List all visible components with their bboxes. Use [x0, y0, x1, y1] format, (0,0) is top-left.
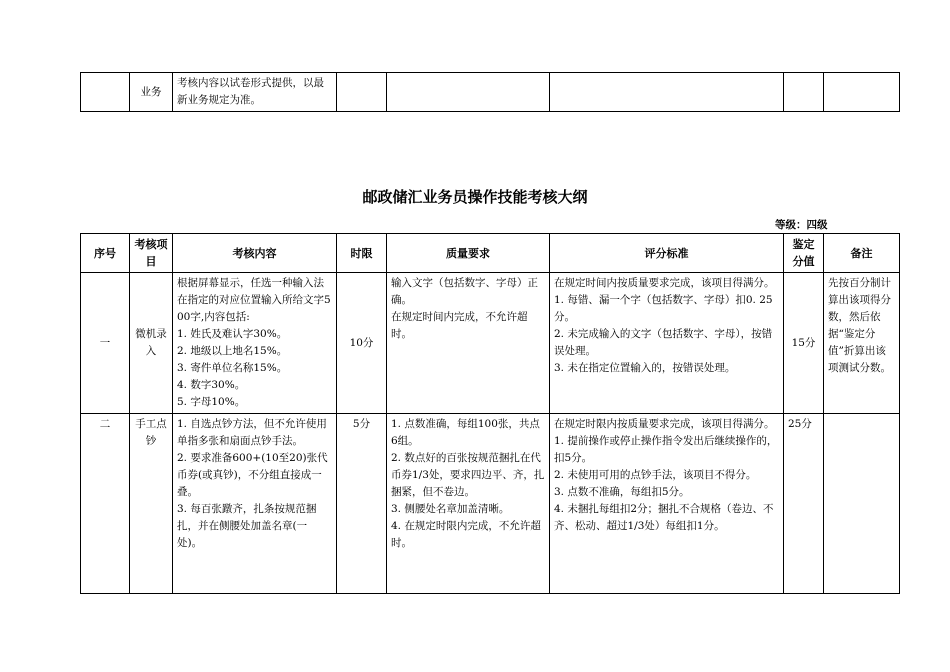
item-cell: 微机录入: [130, 273, 173, 414]
header-content: 考核内容: [173, 234, 337, 273]
scoring-cell: [550, 73, 784, 112]
content-cell: 考核内容以试卷形式提供，以最新业务规定为准。: [173, 73, 337, 112]
document-title: 邮政储汇业务员操作技能考核大纲: [362, 188, 588, 206]
quality-cell: [387, 73, 550, 112]
row-number-cell: [81, 73, 130, 112]
row-number-cell: 二: [81, 414, 130, 594]
exam-outline-table: [80, 233, 900, 594]
header-score: 鉴定分值: [784, 234, 824, 273]
table-row: [81, 273, 900, 414]
item-cell: 业务: [130, 73, 173, 112]
header-row: [81, 234, 900, 273]
remark-cell: [824, 73, 900, 112]
grade-label: 等级：四级: [775, 219, 828, 231]
header-time: 时限: [337, 234, 387, 273]
top-table: [80, 72, 900, 112]
quality-cell: 输入文字（包括数字、字母）正确。 在规定时间内完成，不允许超时。: [387, 273, 550, 414]
scoring-cell: 在规定时限内按质量要求完成，该项目得满分。 1. 提前操作或停止操作指令发出后继续操作的，扣5分。 2. 未使用可用的点钞手法，该项目不得分。 3. 点数不准确，每组扣5分。 4. 未捆扎每组扣2分；捆扎不合规格（卷边、不齐、松动、超过1/3处）每组扣1分。: [550, 414, 784, 594]
content-cell: 根据屏幕显示，任选一种输入法在指定的对应位置输入所给文字500字,内容包括: 1. 姓氏及难认字30%。 2. 地级以上地名15%。 3. 寄件单位名称15%。 4. 数字30%。 5. 字母10%。: [173, 273, 337, 414]
time-cell: 10分: [337, 273, 387, 414]
remark-cell: [824, 414, 900, 594]
score-cell: [784, 73, 824, 112]
row-number-cell: 一: [81, 273, 130, 414]
header-quality: 质量要求: [387, 234, 550, 273]
time-cell: [337, 73, 387, 112]
score-cell: 15分: [784, 273, 824, 414]
table-row: [81, 73, 900, 112]
content-cell: 1. 自选点钞方法，但不允许使用单指多张和扇面点钞手法。 2. 要求准备600+(10至20)张代币券(或真钞)，不分组直接成一叠。 3. 每百张蹾齐，扎条按规范捆扎，并在侧腰处加盖名章(一处)。: [173, 414, 337, 594]
table-row: [81, 414, 900, 594]
header-remark: 备注: [824, 234, 900, 273]
item-cell: 手工点钞: [130, 414, 173, 594]
remark-cell: 先按百分制计算出该项得分数，然后依据“鉴定分值”折算出该项测试分数。: [824, 273, 900, 414]
quality-cell: 1. 点数准确，每组100张，共点6组。 2. 数点好的百张按规范捆扎在代币券1/3处，要求四边平、齐，扎捆紧，但不卷边。 3. 侧腰处名章加盖清晰。 4. 在规定时限内完成，不允许超时。: [387, 414, 550, 594]
header-item: 考核项目: [130, 234, 173, 273]
time-cell: 5分: [337, 414, 387, 594]
score-cell: 25分: [784, 414, 824, 594]
header-no: 序号: [81, 234, 130, 273]
scoring-cell: 在规定时间内按质量要求完成，该项目得满分。 1. 每错、漏一个字（包括数字、字母）扣0. 25分。 2. 未完成输入的文字（包括数字、字母），按错误处理。 3. 未在指定位置输入的，按错误处理。: [550, 273, 784, 414]
header-scoring: 评分标准: [550, 234, 784, 273]
